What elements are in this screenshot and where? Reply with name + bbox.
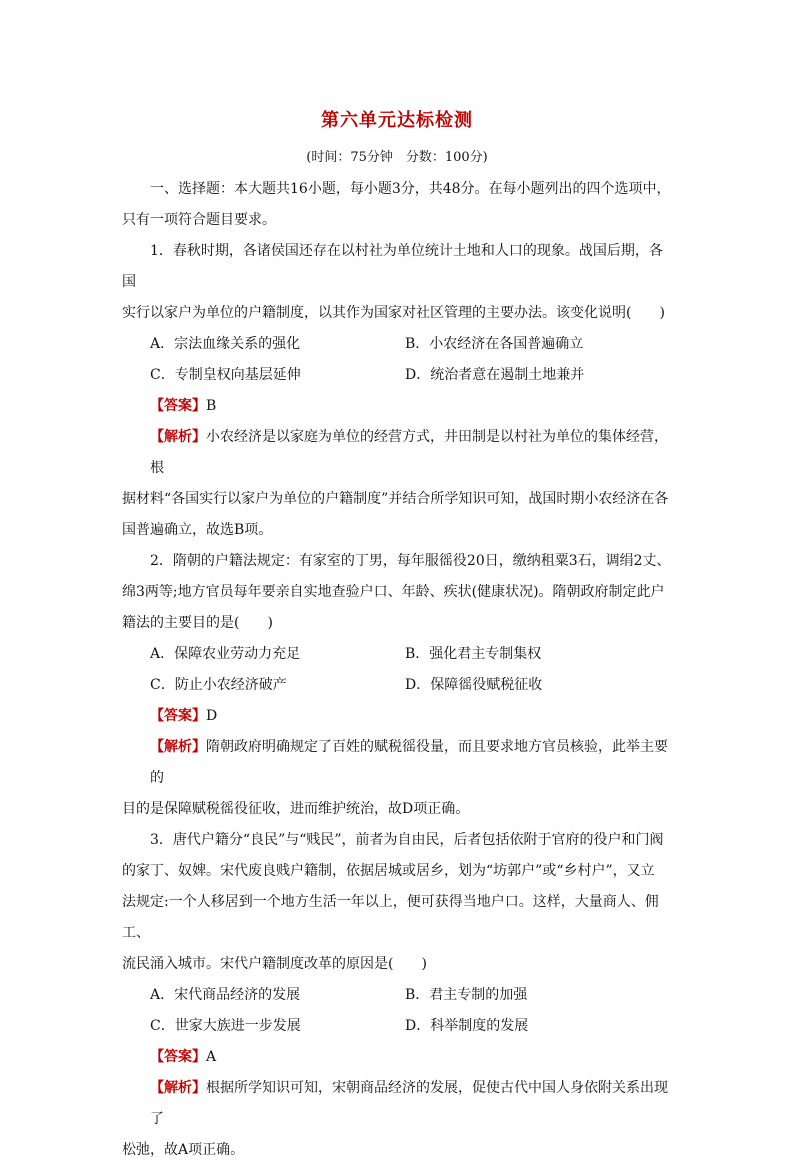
option-a: A．宋代商品经济的发展 <box>150 987 301 1003</box>
question-2-stem-cont: 绵3两等;地方官员每年要亲自实地查验户口、年龄、疾状(健康状况)。隋朝政府制定此户 <box>122 584 665 600</box>
question-2-options-row-2 <box>122 670 674 701</box>
question-3-stem: 3．唐代户籍分“良民”与“贱民”，前者为自由民，后者包括依附于官府的役户和门阀 <box>150 832 664 848</box>
section-instruction-cont: 只有一项符合题目要求。 <box>122 212 276 228</box>
option-c: C．世家大族进一步发展 <box>150 1018 301 1034</box>
question-1-options-row-2 <box>122 360 674 391</box>
question-2-answer <box>122 701 674 732</box>
question-2-stem-cont: 籍法的主要目的是( ) <box>122 615 273 631</box>
option-d: D．保障徭役赋税征收 <box>405 677 543 693</box>
section-instruction: 一、选择题：本大题共16小题，每小题3分，共48分。在每小题列出的四个选项中， <box>150 181 671 197</box>
analysis-text: 隋朝政府明确规定了百姓的赋税徭役量，而且要求地方官员核验，此举主要的 <box>150 739 668 786</box>
question-2-analysis <box>122 732 674 794</box>
question-1 <box>122 236 674 546</box>
exam-info: (时间：75分钟 分数：100分) <box>306 150 488 165</box>
question-1-stem-cont: 实行以家户为单位的户籍制度，以其作为国家对社区管理的主要办法。该变化说明( ) <box>122 305 665 321</box>
option-a: A．宗法血缘关系的强化 <box>150 336 301 352</box>
analysis-text-cont: 国普遍确立，故选B项。 <box>122 522 273 538</box>
page-title: 第六单元达标检测 <box>321 110 473 131</box>
analysis-text-cont: 松弛，故A项正确。 <box>122 1142 245 1158</box>
analysis-text: 小农经济是以家庭为单位的经营方式，井田制是以村社为单位的集体经营，根 <box>150 429 668 476</box>
answer-tag: 【答案】 <box>150 708 206 724</box>
question-1-stem: 1．春秋时期，各诸侯国还存在以村社为单位统计土地和人口的现象。战国后期，各国 <box>122 243 663 290</box>
question-3-analysis <box>122 1073 674 1135</box>
question-3-answer <box>122 1042 674 1073</box>
analysis-text-cont: 据材料“各国实行以家户为单位的户籍制度”并结合所学知识可知，战国时期小农经济在各 <box>122 491 669 507</box>
question-3 <box>122 825 674 1166</box>
exam-content <box>122 174 674 1166</box>
answer-tag: 【答案】 <box>150 1049 206 1065</box>
answer-value: A <box>206 1049 217 1065</box>
option-c: C．专制皇权向基层延伸 <box>150 367 301 383</box>
analysis-text: 根据所学知识可知，宋朝商品经济的发展，促使古代中国人身依附关系出现了 <box>150 1080 668 1127</box>
analysis-tag: 【解析】 <box>150 429 206 445</box>
option-d: D．科举制度的发展 <box>405 1018 529 1034</box>
question-3-options-row-2 <box>122 1011 674 1042</box>
option-b: B．君主专制的加强 <box>405 987 528 1003</box>
option-b: B．小农经济在各国普遍确立 <box>405 336 584 352</box>
question-2-stem: 2．隋朝的户籍法规定：有家室的丁男，每年服徭役20日，缴纳租粟3石，调绢2丈、 <box>150 553 671 569</box>
question-3-stem-cont: 的家丁、奴婢。宋代废良贱户籍制，依据居城或居乡，划为“坊郭户”或“乡村户”，又立 <box>122 863 655 879</box>
analysis-tag: 【解析】 <box>150 739 206 755</box>
analysis-tag: 【解析】 <box>150 1080 206 1096</box>
question-1-answer <box>122 391 674 422</box>
question-3-options-row-1 <box>122 980 674 1011</box>
answer-tag: 【答案】 <box>150 398 206 414</box>
question-1-options-row-1 <box>122 329 674 360</box>
option-c: C．防止小农经济破产 <box>150 677 287 693</box>
option-b: B．强化君主专制集权 <box>405 646 542 662</box>
question-1-analysis <box>122 422 674 484</box>
question-3-stem-cont: 法规定:一个人移居到一个地方生活一年以上，便可获得当地户口。这样，大量商人、佣工、 <box>122 894 659 941</box>
question-2 <box>122 546 674 825</box>
question-3-stem-cont: 流民涌入城市。宋代户籍制度改革的原因是( ) <box>122 956 427 972</box>
answer-value: D <box>206 708 218 724</box>
question-2-options-row-1 <box>122 639 674 670</box>
option-d: D．统治者意在遏制土地兼并 <box>405 367 585 383</box>
answer-value: B <box>206 398 217 414</box>
analysis-text-cont: 目的是保障赋税徭役征收，进而维护统治，故D项正确。 <box>122 801 470 817</box>
option-a: A．保障农业劳动力充足 <box>150 646 301 662</box>
